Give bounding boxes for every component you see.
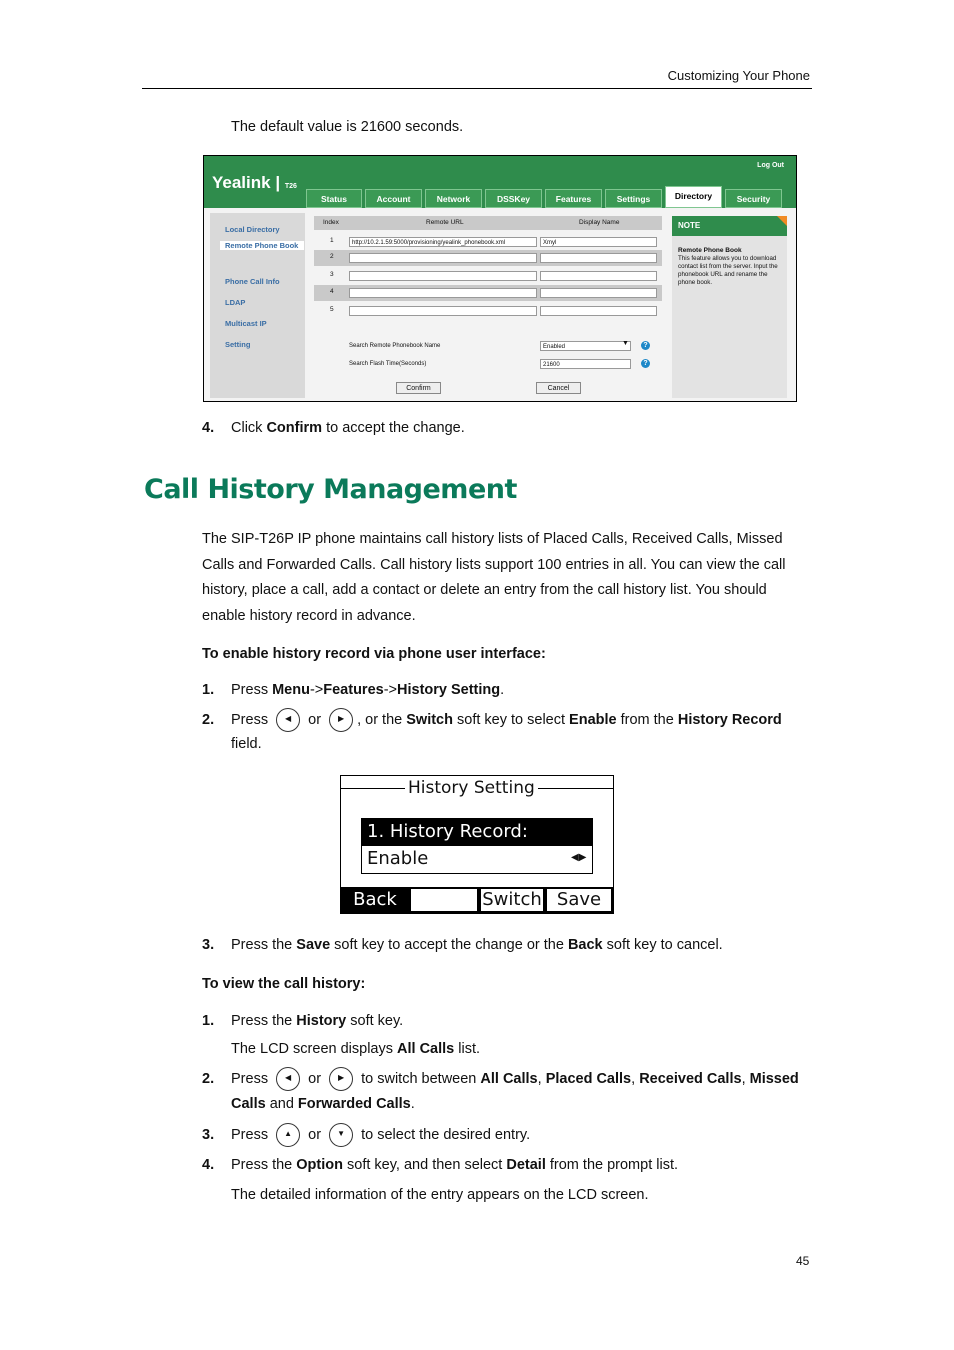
table-row: 5 bbox=[314, 303, 662, 319]
left-arrow-icon: ◀ bbox=[276, 1067, 300, 1091]
view-step-4: Press the Option soft key, and then select Detail from the prompt list. bbox=[231, 1157, 679, 1173]
sidebar-item-remote-phone-book[interactable]: Remote Phone Book bbox=[220, 241, 304, 250]
left-right-arrows-icon: ◀▶ bbox=[571, 852, 587, 863]
cancel-button[interactable]: Cancel bbox=[536, 382, 581, 394]
right-arrow-icon: ▶ bbox=[329, 1067, 353, 1091]
sidebar-item-phone-call-info[interactable]: Phone Call Info bbox=[225, 277, 280, 286]
page-number: 45 bbox=[796, 1254, 810, 1268]
sidebar-item-setting[interactable]: Setting bbox=[225, 340, 251, 349]
web-ui-screenshot bbox=[203, 155, 797, 402]
softkey-switch[interactable]: Switch bbox=[482, 889, 542, 910]
corner-icon bbox=[777, 216, 787, 226]
tab-status[interactable]: Status bbox=[306, 189, 362, 208]
step-number: 4. bbox=[202, 1157, 215, 1173]
lcd-row-label: 1. History Record: bbox=[361, 818, 593, 846]
chevron-down-icon: ▼ bbox=[622, 340, 629, 347]
running-header bbox=[142, 68, 812, 89]
section-title: Call History Management bbox=[144, 474, 517, 505]
note-body: This feature allows you to download contact list from the server. Input the phonebook URL and rename the phone book. bbox=[678, 255, 778, 286]
step-4-text: Click Confirm to accept the change. bbox=[231, 420, 465, 436]
lcd-screen bbox=[340, 775, 614, 914]
softkey-save[interactable]: Save bbox=[547, 889, 611, 911]
search-select[interactable]: Enabled bbox=[540, 341, 631, 351]
view-step-1: Press the History soft key. bbox=[231, 1013, 404, 1029]
name-input[interactable] bbox=[540, 253, 657, 263]
tab-directory[interactable]: Directory bbox=[665, 186, 722, 208]
softkey-empty bbox=[411, 889, 477, 911]
help-icon[interactable]: ? bbox=[641, 359, 650, 368]
name-input[interactable] bbox=[540, 306, 657, 316]
name-input[interactable]: Xmyl bbox=[540, 237, 657, 247]
tab-account[interactable]: Account bbox=[365, 189, 422, 208]
lcd-title: History Setting bbox=[405, 778, 538, 798]
right-arrow-icon: ▶ bbox=[329, 708, 353, 732]
web-header bbox=[204, 156, 796, 208]
tab-dsskey[interactable]: DSSKey bbox=[485, 189, 542, 208]
intro-paragraph: The SIP-T26P IP phone maintains call history lists of Placed Calls, Received Calls, Missed Calls and Forwarded Calls. Call history lists support 100 entries in all. You can view the call history, place a call, add a contact or delete an entry from the call history list. You should enable history record in advance. bbox=[202, 531, 786, 624]
view-step-3: Press ▲ or ▼ to select the desired entry. bbox=[231, 1123, 530, 1148]
step-number: 4. bbox=[202, 420, 215, 436]
table-row: 1 http://10.2.1.59:5000/provisioning/yealink_phonebook.xml Xmyl bbox=[314, 234, 662, 250]
note-panel bbox=[672, 216, 787, 398]
sidebar-item-ldap[interactable]: LDAP bbox=[225, 298, 246, 307]
note-heading: Remote Phone Book bbox=[678, 247, 742, 254]
sidebar-item-local-directory[interactable]: Local Directory bbox=[225, 225, 280, 234]
table-row: 3 bbox=[314, 268, 662, 284]
col-display-name: Display Name bbox=[579, 219, 620, 226]
sidebar-item-multicast-ip[interactable]: Multicast IP bbox=[225, 319, 267, 328]
tab-network[interactable]: Network bbox=[425, 189, 482, 208]
view-step-4-detail: The detailed information of the entry appears on the LCD screen. bbox=[231, 1187, 649, 1203]
tab-settings[interactable]: Settings bbox=[605, 189, 662, 208]
view-step-2: Press ◀ or ▶ to switch between All Calls, Placed Calls, Received Calls, Missed Calls and Forwarded Calls. bbox=[231, 1067, 821, 1117]
down-arrow-icon: ▼ bbox=[329, 1123, 353, 1147]
logout-link[interactable]: Log Out bbox=[757, 162, 784, 169]
note-title: NOTE bbox=[672, 216, 787, 236]
table-row: 4 bbox=[314, 285, 662, 301]
enable-step-1: Press Menu->Features->History Setting. bbox=[231, 682, 505, 698]
step-number: 1. bbox=[202, 682, 215, 698]
step-number: 3. bbox=[202, 937, 215, 953]
enable-step-2: Press ◀ or ▶ , or the Switch soft key to select Enable from the History Record field. bbox=[231, 708, 821, 756]
enable-step-3: Press the Save soft key to accept the change or the Back soft key to cancel. bbox=[231, 937, 723, 953]
url-input[interactable] bbox=[349, 271, 537, 281]
view-step-1-detail: The LCD screen displays All Calls list. bbox=[231, 1041, 481, 1057]
yealink-logo: Yealink | T26 bbox=[212, 173, 297, 192]
step-number: 2. bbox=[202, 1071, 215, 1087]
url-input[interactable] bbox=[349, 306, 537, 316]
intro-text: The default value is 21600 seconds. bbox=[231, 119, 464, 135]
confirm-button[interactable]: Confirm bbox=[396, 382, 441, 394]
step-number: 3. bbox=[202, 1127, 215, 1143]
sidebar bbox=[210, 213, 305, 398]
up-arrow-icon: ▲ bbox=[276, 1123, 300, 1147]
tab-features[interactable]: Features bbox=[545, 189, 602, 208]
url-input[interactable] bbox=[349, 253, 537, 263]
col-remote-url: Remote URL bbox=[426, 219, 464, 226]
step-number: 1. bbox=[202, 1013, 215, 1029]
table-row: 2 bbox=[314, 250, 662, 266]
url-input[interactable]: http://10.2.1.59:5000/provisioning/yealink_phonebook.xml bbox=[349, 237, 537, 247]
flash-label: Search Flash Time(Seconds) bbox=[349, 361, 427, 367]
step-number: 2. bbox=[202, 712, 215, 728]
name-input[interactable] bbox=[540, 288, 657, 298]
search-label: Search Remote Phonebook Name bbox=[349, 343, 441, 349]
softkey-back[interactable]: Back bbox=[353, 889, 397, 910]
table-header bbox=[314, 216, 662, 230]
subheading-view: To view the call history: bbox=[202, 976, 366, 992]
left-arrow-icon: ◀ bbox=[276, 708, 300, 732]
col-index: Index bbox=[323, 219, 339, 226]
header-section: Customizing Your Phone bbox=[667, 68, 810, 83]
lcd-row-value: Enable bbox=[367, 848, 429, 869]
name-input[interactable] bbox=[540, 271, 657, 281]
subheading-enable: To enable history record via phone user interface: bbox=[202, 646, 546, 662]
flash-time-input[interactable]: 21600 bbox=[540, 359, 631, 369]
tab-security[interactable]: Security bbox=[725, 189, 782, 208]
url-input[interactable] bbox=[349, 288, 537, 298]
help-icon[interactable]: ? bbox=[641, 341, 650, 350]
